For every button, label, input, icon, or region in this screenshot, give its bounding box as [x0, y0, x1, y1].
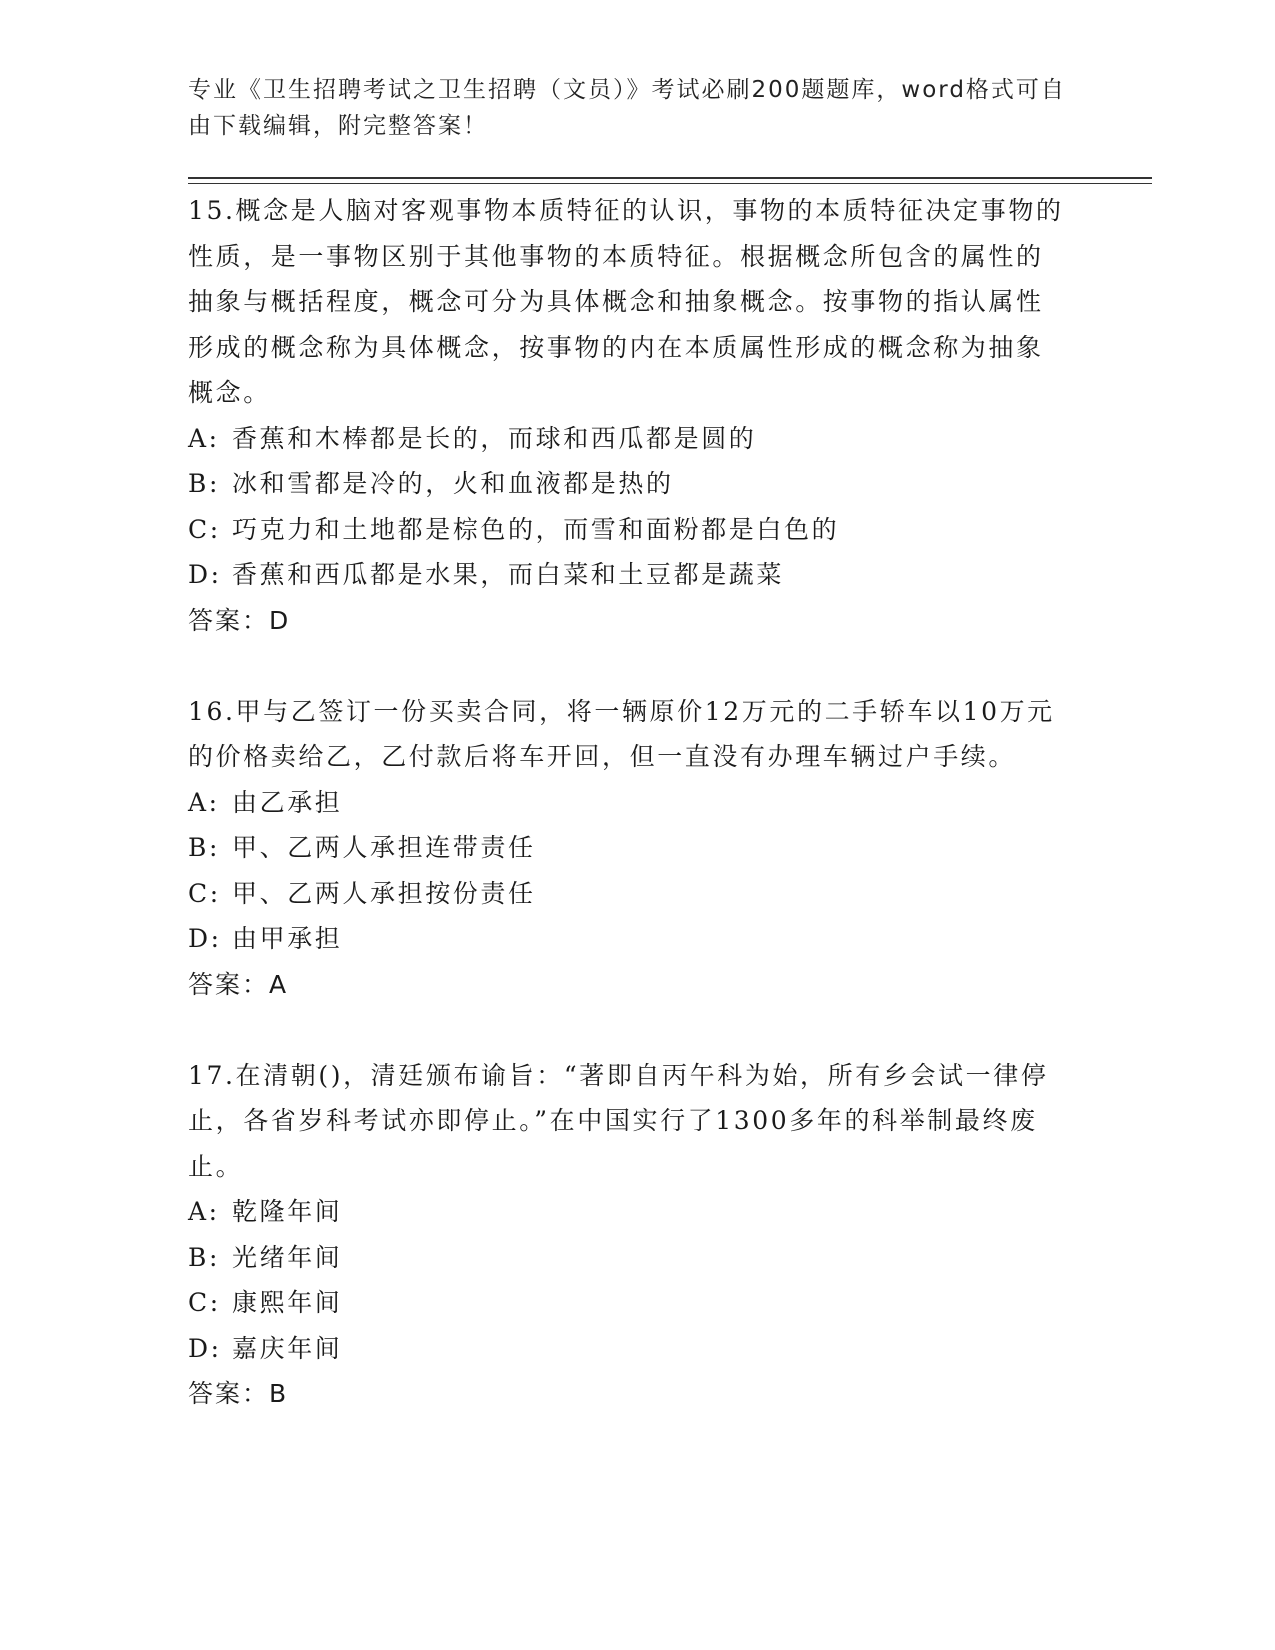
answer-line: 答案：D [188, 605, 291, 635]
header-rule-thick [188, 177, 1152, 179]
option-a [188, 780, 1068, 826]
option-text: 由乙承担 [232, 787, 343, 817]
document-header: 专业《卫生招聘考试之卫生招聘（文员）》考试必刷200题题库，word格式可自由下载编辑，附完整答案！ [188, 77, 1066, 139]
option-key: C: [188, 514, 221, 544]
option-b [188, 1235, 1068, 1281]
option-text: 甲、乙两人承担连带责任 [232, 833, 536, 862]
question-15 [188, 188, 1068, 643]
option-c [188, 507, 1068, 553]
option-key: B: [188, 833, 220, 862]
question-list [188, 188, 1068, 1417]
option-key: C: [188, 878, 221, 908]
option-text: 巧克力和土地都是棕色的，而雪和面粉都是白色的 [232, 514, 840, 544]
option-a [188, 416, 1068, 462]
option-text: 嘉庆年间 [232, 1333, 343, 1363]
question-stem: 16.甲与乙签订一份买卖合同，将一辆原价12万元的二手轿车以10万元的价格卖给乙，乙付款后将车开回，但一直没有办理车辆过户手续。 [188, 696, 1055, 771]
option-text: 光绪年间 [232, 1242, 343, 1272]
option-text: 香蕉和西瓜都是水果，而白菜和土豆都是蔬菜 [232, 560, 785, 589]
option-key: D: [188, 924, 222, 953]
option-key: A: [188, 1197, 220, 1226]
option-a [188, 1189, 1068, 1235]
option-key: A: [188, 787, 220, 817]
option-text: 康熙年间 [232, 1288, 343, 1317]
header-rule-thin [188, 183, 1152, 184]
answer-line: 答案：A [188, 969, 289, 999]
option-c [188, 871, 1068, 917]
option-key: A: [188, 423, 220, 453]
option-key: D: [188, 1333, 222, 1363]
question-17 [188, 1053, 1068, 1417]
option-text: 甲、乙两人承担按份责任 [232, 878, 536, 908]
question-stem: 17.在清朝()，清廷颁布谕旨：“著即自丙午科为始，所有乡会试一律停止，各省岁科考试亦即停止。”在中国实行了1300多年的科举制最终废止。 [188, 1060, 1049, 1181]
option-text: 香蕉和木棒都是长的，而球和西瓜都是圆的 [232, 423, 757, 453]
question-spacer [188, 643, 1068, 689]
option-key: B: [188, 469, 220, 498]
question-stem: 15.概念是人脑对客观事物本质特征的认识，事物的本质特征决定事物的性质，是一事物区别于其他事物的本质特征。根据概念所包含的属性的抽象与概括程度，概念可分为具体概念和抽象概念。按事物的指认属性形成的概念称为具体概念，按事物的内在本质属性形成的概念称为抽象概念。 [188, 196, 1064, 407]
question-spacer [188, 1007, 1068, 1053]
option-key: D: [188, 560, 222, 589]
option-key: B: [188, 1242, 220, 1272]
option-d [188, 552, 1068, 598]
answer-line: 答案：B [188, 1379, 289, 1408]
option-d [188, 916, 1068, 962]
option-d [188, 1326, 1068, 1372]
option-text: 乾隆年间 [232, 1197, 343, 1226]
option-c [188, 1280, 1068, 1326]
option-text: 由甲承担 [232, 924, 343, 953]
option-b [188, 825, 1068, 871]
option-key: C: [188, 1288, 221, 1317]
question-16 [188, 689, 1068, 1008]
option-b [188, 461, 1068, 507]
option-text: 冰和雪都是冷的，火和血液都是热的 [232, 469, 674, 498]
